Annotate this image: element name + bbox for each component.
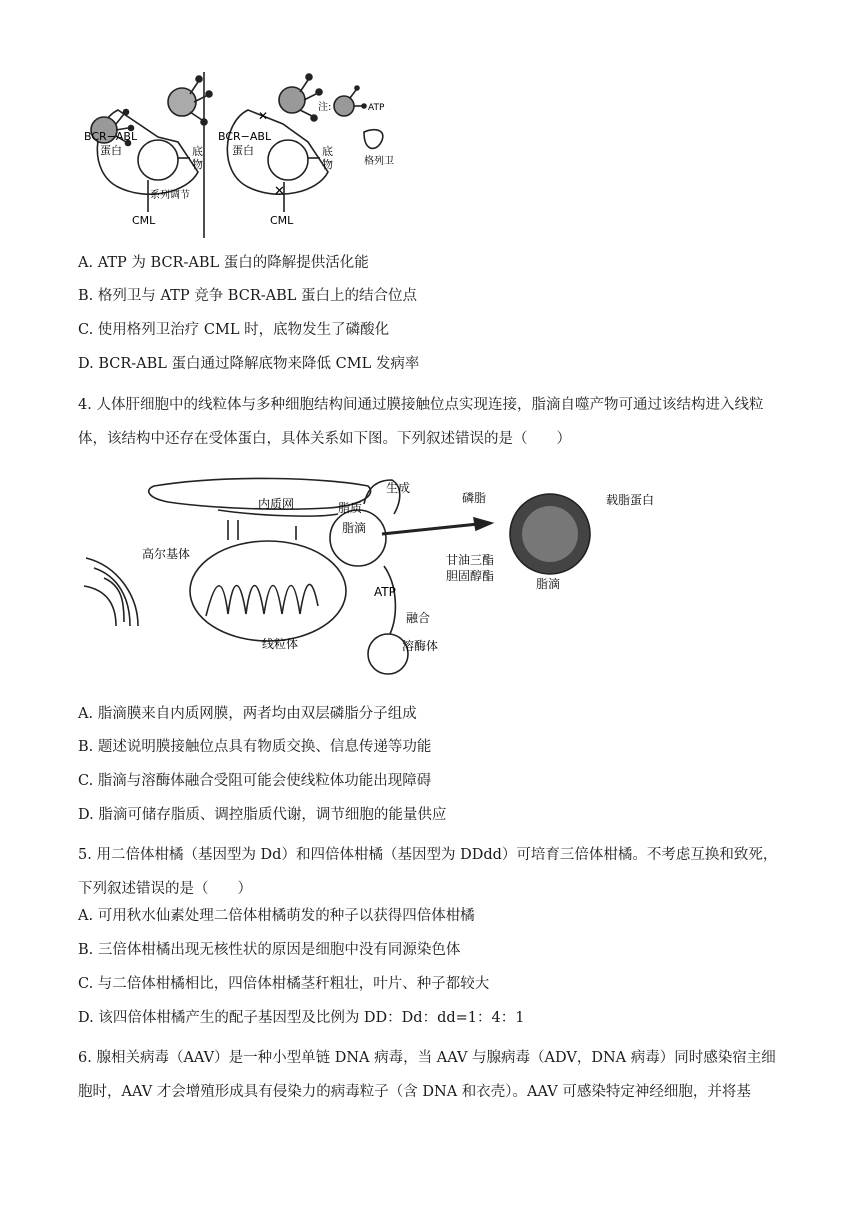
fig2-atp: ATP <box>374 585 396 599</box>
q5-option-b[interactable]: B. 三倍体柑橘出现无核性状的原因是细胞中没有同源染色体 <box>78 942 461 958</box>
fig1-right-sub2: 物 <box>322 158 333 171</box>
fig1-right-sub1: 底 <box>322 145 333 158</box>
bcr-abl-figure <box>78 62 418 242</box>
fig2-tg: 甘油三酯 <box>446 553 495 567</box>
q3-option-c[interactable]: C. 使用格列卫治疗 CML 时，底物发生了磷酸化 <box>78 322 390 338</box>
fig1-left-protein2: 蛋白 <box>100 144 122 157</box>
fig2-er: 内质网 <box>258 497 295 511</box>
fig2-lyso: 溶酶体 <box>402 639 439 653</box>
fig2-lipid: 脂质 <box>338 501 363 515</box>
block-mark-2: ✕ <box>258 109 269 123</box>
fig1-note-prefix: 注: <box>318 102 332 113</box>
fig1-left-protein: BCR−ABL <box>84 130 138 143</box>
fig1-note-atp: ATP <box>368 103 385 113</box>
fig2-droplet2: 脂滴 <box>536 577 561 591</box>
q5-option-c[interactable]: C. 与二倍体柑橘相比，四倍体柑橘茎秆粗壮，叶片、种子都较大 <box>78 976 490 992</box>
fig2-apo: 载脂蛋白 <box>606 493 655 507</box>
q5-stem: 5. 用二倍体柑橘（基因型为 Dd）和四倍体柑橘（基因型为 DDdd）可培育三倍体柑橘。不考虑互换和致死，下列叙述错误的是（ ） <box>78 847 778 897</box>
fig1-right-cml: CML <box>270 214 294 227</box>
q4-option-d[interactable]: D. 脂滴可储存脂质、调控脂质代谢，调节细胞的能量供应 <box>78 807 447 823</box>
fig1-left-sub1: 底 <box>192 145 203 158</box>
q5-option-d[interactable]: D. 该四倍体柑橘产生的配子基因型及比例为 DD：Dd：dd=1：4：1 <box>78 1010 525 1026</box>
fig2-phospho: 磷脂 <box>462 491 487 505</box>
fig2-droplet: 脂滴 <box>342 521 367 535</box>
block-mark: ✕ <box>274 184 285 199</box>
fig2-chol: 胆固醇酯 <box>446 569 495 583</box>
fig1-note-drug: 格列卫 <box>364 156 394 167</box>
fig1-left-sub2: 物 <box>192 158 203 171</box>
q4-option-c[interactable]: C. 脂滴与溶酶体融合受阻可能会使线粒体功能出现障碍 <box>78 773 432 789</box>
q4-option-a[interactable]: A. 脂滴膜来自内质网膜，两者均由双层磷脂分子组成 <box>78 706 417 722</box>
fig1-right-protein: BCR−ABL <box>218 130 272 143</box>
lipid-droplet-figure <box>78 466 698 676</box>
q4-stem: 4. 人体肝细胞中的线粒体与多种细胞结构间通过膜接触位点实现连接，脂滴自噬产物可通过该结构进入线粒体，该结构中还存在受体蛋白，具体关系如下图。下列叙述错误的是（ ） <box>78 397 764 447</box>
fig1-left-cml: CML <box>132 214 156 227</box>
q5-option-a[interactable]: A. 可用秋水仙素处理二倍体柑橘萌发的种子以获得四倍体柑橘 <box>78 908 475 924</box>
fig2-mito: 线粒体 <box>262 637 299 651</box>
q3-option-d[interactable]: D. BCR-ABL 蛋白通过降解底物来降低 CML 发病率 <box>78 356 420 372</box>
q3-option-a[interactable]: A. ATP 为 BCR-ABL 蛋白的降解提供活化能 <box>78 255 369 271</box>
fig2-golgi: 高尔基体 <box>142 547 191 561</box>
q3-option-b[interactable]: B. 格列卫与 ATP 竞争 BCR-ABL 蛋白上的结合位点 <box>78 288 418 304</box>
fig2-generate: 生成 <box>386 481 411 495</box>
q4-option-b[interactable]: B. 题述说明膜接触位点具有物质交换、信息传递等功能 <box>78 739 432 755</box>
fig2-fuse: 融合 <box>406 611 431 625</box>
fig1-right-protein2: 蛋白 <box>232 144 254 157</box>
q6-stem: 6. 腺相关病毒（AAV）是一种小型单链 DNA 病毒，当 AAV 与腺病毒（ADV，DNA 病毒）同时感染宿主细胞时，AAV 才会增殖形成具有侵染力的病毒粒子（含 DNA 和衣壳）。AAV 可感染特定神经细胞，并将基 <box>78 1050 776 1100</box>
fig1-left-reg: 系列调节 <box>150 190 190 201</box>
